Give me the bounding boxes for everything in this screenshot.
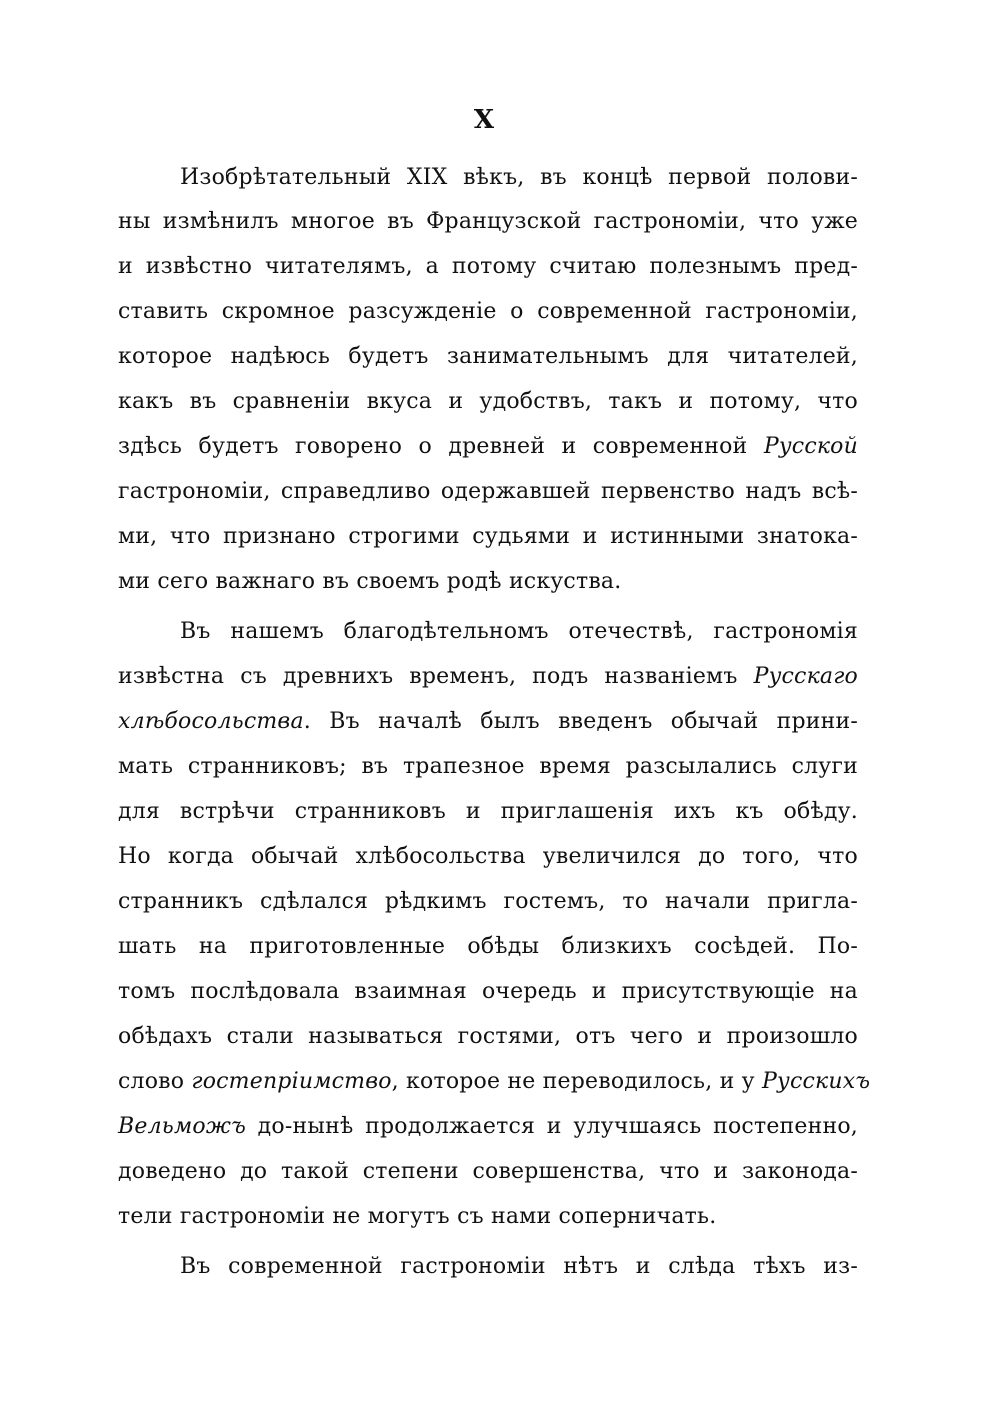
text-segment: до-нынѣ продолжается и улучшаясь постепенно, [245, 1114, 858, 1139]
text-line [118, 290, 858, 334]
text-line [118, 1195, 858, 1239]
text-line [118, 790, 858, 834]
italic-text: Русской [763, 434, 858, 459]
text-segment: ми сего важнаго въ своемъ родѣ искуства. [118, 569, 622, 594]
text-line [118, 925, 858, 969]
text-segment: которое надѣюсь будетъ занимательнымъ для читателей, [118, 344, 858, 369]
text-line [118, 1060, 871, 1104]
text-segment: и извѣстно читателямъ, а потому считаю полезнымъ пред- [118, 254, 858, 279]
italic-text: хлѣбосольства [118, 709, 304, 734]
italic-text: гостепріимство [191, 1069, 392, 1094]
text-line [118, 425, 858, 469]
text-segment: какъ въ сравненіи вкуса и удобствъ, такъ и потому, что [118, 389, 858, 414]
text-segment: Изобрѣтательный XIX вѣкъ, въ концѣ первой полови- [180, 165, 858, 190]
text-line [118, 1150, 858, 1194]
text-line [118, 1015, 858, 1059]
text-line [118, 245, 858, 289]
text-line [118, 835, 858, 879]
text-line [118, 200, 858, 244]
text-segment: , которое не переводилось, и у [391, 1069, 763, 1094]
text-segment: Въ нашемъ благодѣтельномъ отечествѣ, гастрономія [180, 619, 858, 644]
text-line [118, 655, 858, 699]
text-line [180, 1245, 858, 1289]
page-number: X [473, 105, 495, 135]
text-segment: для встрѣчи странниковъ и приглашенія ихъ къ обѣду. [118, 799, 858, 824]
text-segment: томъ послѣдовала взаимная очередь и присутствующіе на [118, 979, 858, 1004]
text-line [180, 156, 858, 200]
text-segment: Въ современной гастрономіи нѣтъ и слѣда тѣхъ из- [180, 1254, 858, 1279]
italic-text: Русскаго [753, 664, 858, 689]
text-line [118, 560, 858, 604]
text-segment: слово [118, 1069, 192, 1094]
text-segment: странникъ сдѣлался рѣдкимъ гостемъ, то начали пригла- [118, 889, 858, 914]
text-line [118, 745, 858, 789]
text-segment: . Въ началѣ былъ введенъ обычай прини- [303, 709, 858, 734]
text-line [118, 470, 858, 514]
text-segment: шать на приготовленные обѣды близкихъ сосѣдей. По- [118, 934, 858, 959]
text-line [118, 335, 858, 379]
text-line [118, 1105, 858, 1149]
text-line [118, 380, 858, 424]
text-segment: здѣсь будетъ говорено о древней и современной [118, 434, 764, 459]
text-segment: тели гастрономіи не могутъ съ нами соперничать. [118, 1204, 717, 1229]
text-line [118, 970, 858, 1014]
italic-text: Вельможъ [118, 1114, 246, 1139]
italic-text: Русскихъ [762, 1069, 871, 1094]
text-segment: обѣдахъ стали называться гостями, отъ чего и произошло [118, 1024, 858, 1049]
text-segment: ны измѣнилъ многое въ Французской гастрономіи, что уже [118, 209, 858, 234]
text-segment: гастрономіи, справедливо одержавшей первенство надъ всѣ- [118, 479, 858, 504]
text-segment: мать странниковъ; въ трапезное время разсылались слуги [118, 754, 858, 779]
text-segment: ми, что признано строгими судьями и истинными знатока- [118, 524, 858, 549]
text-segment: ставить скромное разсужденіе о современной гастрономіи, [118, 299, 858, 324]
text-line [180, 610, 858, 654]
text-segment: извѣстна съ древнихъ временъ, подъ названіемъ [118, 664, 754, 689]
text-line [118, 515, 858, 559]
text-line [118, 880, 858, 924]
text-segment: Но когда обычай хлѣбосольства увеличился до того, что [118, 844, 858, 869]
text-line [118, 700, 858, 744]
text-segment: доведено до такой степени совершенства, что и законода- [118, 1159, 858, 1184]
